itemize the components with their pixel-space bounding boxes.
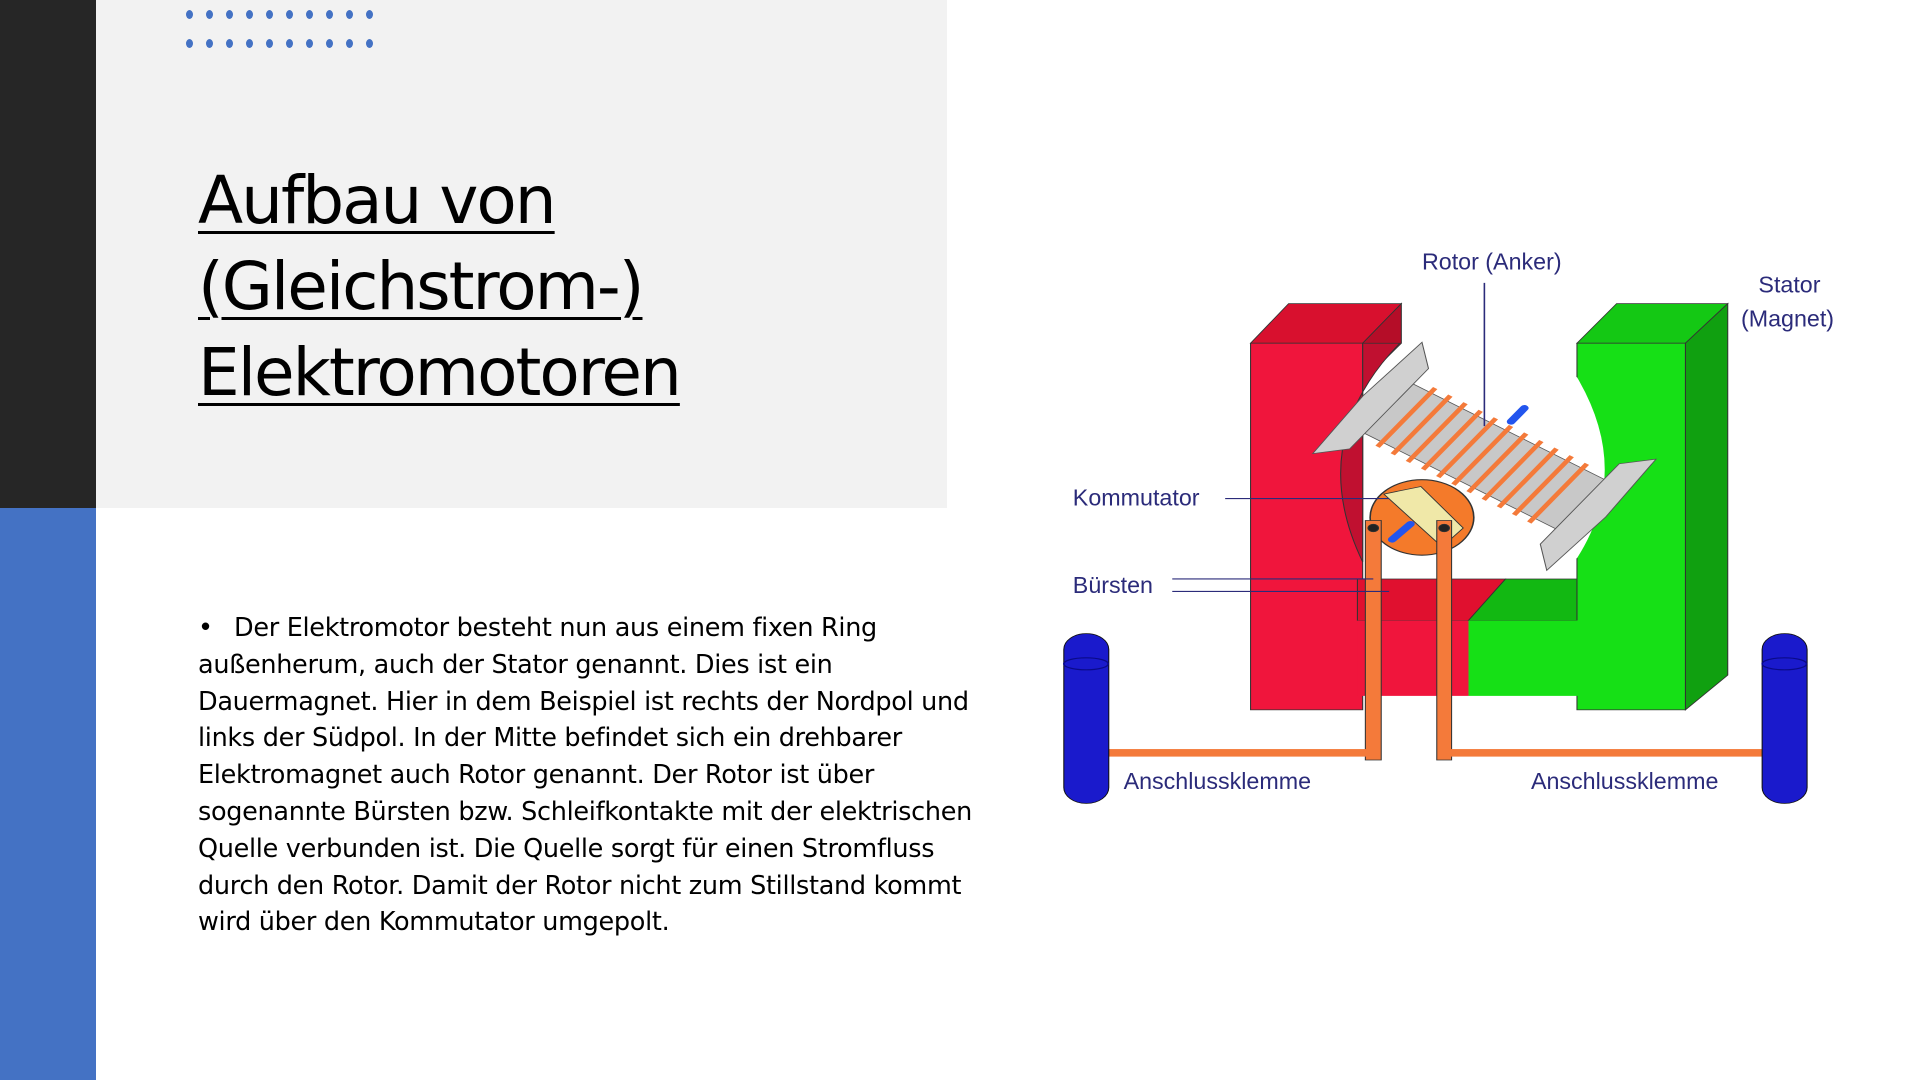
terminal-left <box>1064 634 1109 804</box>
rotor-pin <box>1505 404 1530 426</box>
slide-title <box>198 158 680 416</box>
dark-accent-bar <box>0 0 96 508</box>
bullet-marker: • <box>198 613 213 643</box>
blue-accent-bar <box>0 508 96 1080</box>
title-line: Aufbau von <box>198 162 555 239</box>
body-text <box>198 610 998 941</box>
title-line: (Gleichstrom-) <box>198 248 643 325</box>
decorative-dot-grid <box>186 10 376 48</box>
bullet-text: Der Elektromotor besteht nun aus einem fixen Ring außenherum, auch der Stator genannt. Dies ist ein Dauermagnet. Hier in dem Beispiel ist rechts der Nordpol und links der Südpol. In der Mitte befindet sich ein drehbarer Elektromagnet auch Rotor genannt. Der Rotor ist über sogenannte Bürsten bzw. Schleifkontakte mit der elektrischen Quelle verbunden ist. Die Quelle sorgt für einen Stromfluss durch den Rotor. Damit der Rotor nicht zum Stillstand kommt wird über den Kommutator umgepolt. <box>198 613 972 938</box>
label-stator: Stator <box>1758 271 1821 298</box>
label-buersten: Bürsten <box>1072 571 1153 598</box>
commutator <box>1370 480 1474 555</box>
dc-motor-diagram <box>1040 230 1860 830</box>
terminal-right <box>1762 634 1807 804</box>
label-rotor: Rotor (Anker) <box>1421 248 1562 275</box>
label-terminal-left: Anschlussklemme <box>1123 768 1312 795</box>
title-line: Elektromotoren <box>198 334 680 411</box>
label-kommutator: Kommutator <box>1072 484 1200 511</box>
label-stator-magnet: (Magnet) <box>1740 305 1835 332</box>
label-terminal-right: Anschlussklemme <box>1530 768 1719 795</box>
